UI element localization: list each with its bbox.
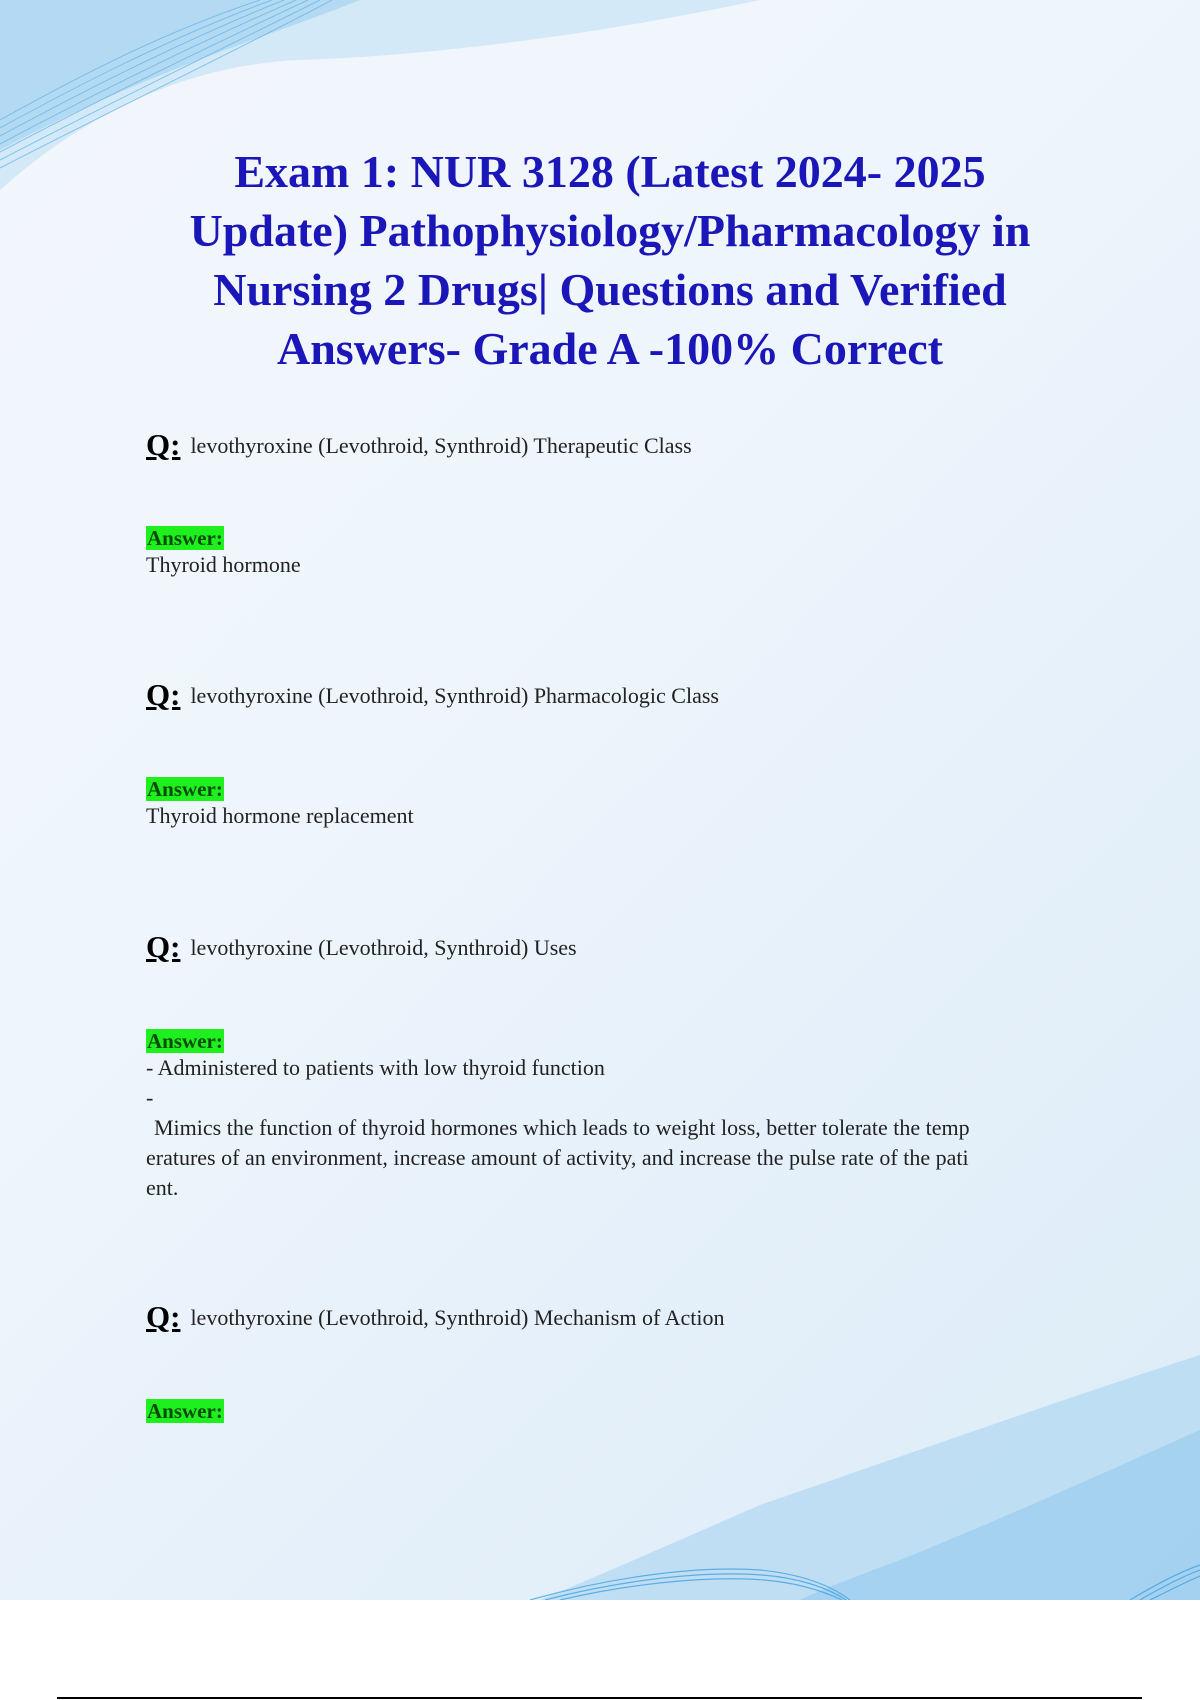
answer-label: Answer: (147, 1029, 223, 1053)
answer-label: Answer: (147, 1399, 223, 1423)
qa-item (146, 427, 1086, 462)
answer-text (146, 1053, 1086, 1203)
question-row (146, 427, 1086, 462)
question-text: levothyroxine (Levothroid, Synthroid) Uses (190, 935, 577, 960)
question-label: Q: (146, 1299, 181, 1334)
question-text: levothyroxine (Levothroid, Synthroid) Therapeutic Class (190, 433, 692, 458)
answer-line: ent. (146, 1175, 179, 1200)
footer-divider (57, 1697, 1142, 1699)
answer-text (146, 801, 1086, 831)
qa-item (146, 677, 1086, 712)
question-label: Q: (146, 427, 181, 462)
title-line: Answers- Grade A -100% Correct (276, 323, 943, 374)
question-row (146, 929, 1086, 964)
title-line: Update) Pathophysiology/Pharmacology in (189, 205, 1031, 256)
question-text: levothyroxine (Levothroid, Synthroid) Mechanism of Action (190, 1305, 725, 1330)
question-row (146, 677, 1086, 712)
answer-line: Thyroid hormone (146, 552, 301, 577)
answer-line: - (146, 1085, 154, 1110)
question-row (146, 1299, 1086, 1334)
title-line: Exam 1: NUR 3128 (Latest 2024- 2025 (234, 146, 986, 197)
answer-label: Answer: (147, 526, 223, 550)
answer-line: Thyroid hormone replacement (146, 803, 414, 828)
qa-item (146, 929, 1086, 964)
question-label: Q: (146, 929, 181, 964)
answer-block (146, 777, 1086, 831)
qa-item (146, 1299, 1086, 1334)
answer-line: - Administered to patients with low thyroid function (146, 1055, 605, 1080)
answer-line: Mimics the function of thyroid hormones which leads to weight loss, better tolerate the temp (154, 1115, 970, 1140)
question-label: Q: (146, 677, 181, 712)
answer-block (146, 1029, 1086, 1203)
answer-block (146, 526, 1086, 580)
document-title (150, 142, 1070, 378)
question-text: levothyroxine (Levothroid, Synthroid) Pharmacologic Class (190, 683, 719, 708)
title-line: Nursing 2 Drugs| Questions and Verified (213, 264, 1007, 315)
answer-text (146, 550, 1086, 580)
answer-label: Answer: (147, 777, 223, 801)
answer-block (146, 1399, 1086, 1423)
answer-line: eratures of an environment, increase amount of activity, and increase the pulse rate of the pati (146, 1145, 969, 1170)
